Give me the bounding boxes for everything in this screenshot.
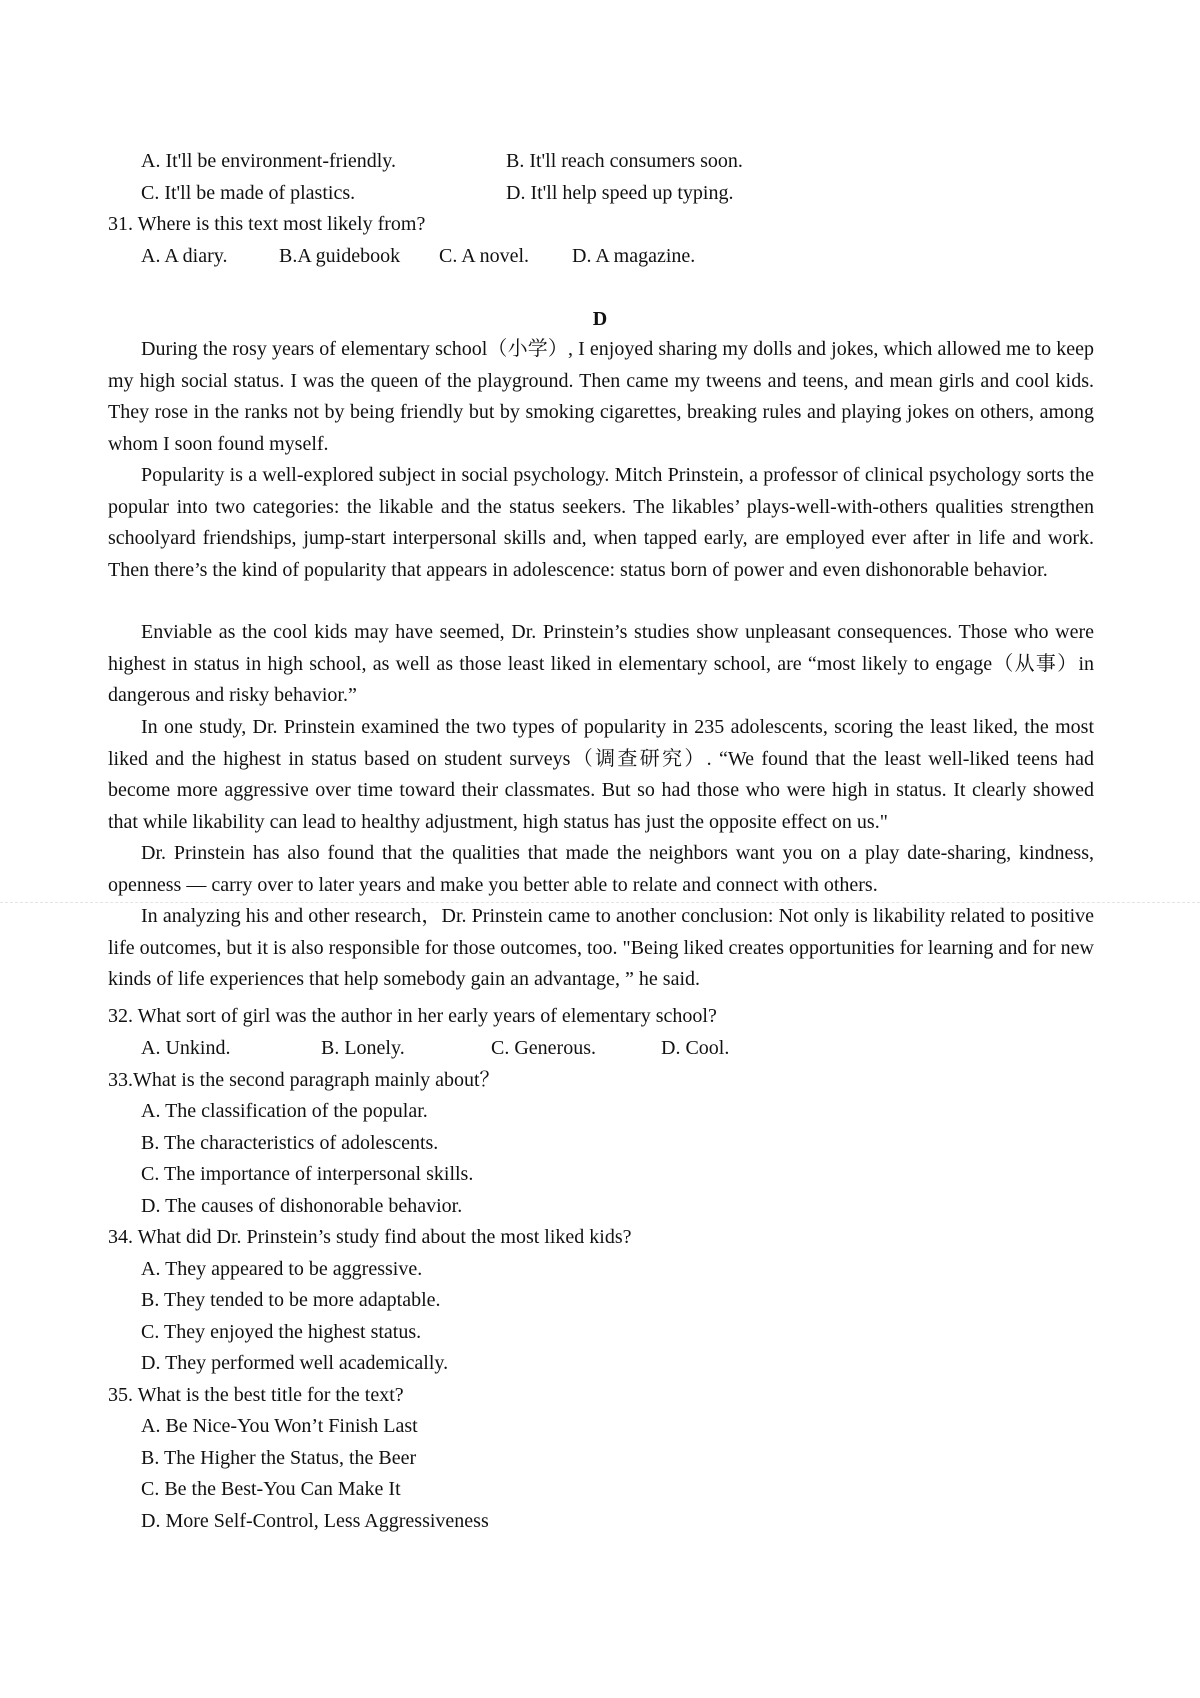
q30-option-b[interactable]: B. It'll reach consumers soon. — [506, 150, 743, 172]
q30-option-a[interactable]: A. It'll be environment-friendly. — [141, 150, 397, 172]
q33-option-c[interactable]: C. The importance of interpersonal skills. — [141, 1163, 474, 1185]
q31-option-a[interactable]: A. A diary. — [141, 245, 228, 267]
q32-stem: 32. What sort of girl was the author in her early years of elementary school? — [108, 1005, 717, 1027]
q32-option-a[interactable]: A. Unkind. — [141, 1037, 231, 1059]
page-divider — [0, 902, 1200, 903]
q34-option-a[interactable]: A. They appeared to be aggressive. — [141, 1258, 423, 1280]
passage-paragraph-6: In analyzing his and other research，Dr. Prinstein came to another conclusion: Not only is likability related to positive life outcomes, but it is also responsible for those outcomes, too. "Being liked creates opportunities for learning and for new kinds of life experiences that help somebody gain an advantage, ” he said. — [108, 905, 1094, 990]
q30-option-d[interactable]: D. It'll help speed up typing. — [506, 182, 734, 204]
q35-option-b[interactable]: B. The Higher the Status, the Beer — [141, 1447, 417, 1469]
q33-option-b[interactable]: B. The characteristics of adolescents. — [141, 1132, 439, 1154]
passage-paragraph-2: Popularity is a well-explored subject in social psychology. Mitch Prinstein, a professor of clinical psychology sorts the popular into two categories: the likable and the status seekers. The likables’ plays-well-with-others qualities strengthen schoolyard friendships, jump-start interpersonal skills and, when tapped early, are employed ever after in life and work. Then there’s the kind of popularity that appears in adolescence: status born of power and even dishonorable behavior. — [108, 464, 1094, 581]
q33-option-a[interactable]: A. The classification of the popular. — [141, 1100, 428, 1122]
q35-option-a[interactable]: A. Be Nice-You Won’t Finish Last — [141, 1415, 418, 1437]
passage-paragraph-3: Enviable as the cool kids may have seemed, Dr. Prinstein’s studies show unpleasant consequences. Those who were highest in status in high school, as well as those least liked in elementary school, are “most likely to engage（从事）in dangerous and risky behavior.” — [108, 621, 1094, 706]
q33-option-d[interactable]: D. The causes of dishonorable behavior. — [141, 1195, 463, 1217]
passage-paragraph-5: Dr. Prinstein has also found that the qualities that made the neighbors want you on a play date-sharing, kindness, openness — carry over to later years and make you better able to relate and connect with others. — [108, 842, 1094, 896]
q31-option-d[interactable]: D. A magazine. — [572, 245, 696, 267]
q35-stem: 35. What is the best title for the text? — [108, 1384, 404, 1406]
q34-stem: 34. What did Dr. Prinstein’s study find about the most liked kids? — [108, 1226, 632, 1248]
q30-option-c[interactable]: C. It'll be made of plastics. — [141, 182, 356, 204]
q34-option-b[interactable]: B. They tended to be more adaptable. — [141, 1289, 441, 1311]
q32-option-c[interactable]: C. Generous. — [491, 1037, 596, 1059]
q32-option-b[interactable]: B. Lonely. — [321, 1037, 405, 1059]
q32-option-d[interactable]: D. Cool. — [661, 1037, 730, 1059]
q31-option-b[interactable]: B.A guidebook — [279, 245, 401, 267]
passage-paragraph-1: During the rosy years of elementary school（小学）, I enjoyed sharing my dolls and jokes, which allowed me to keep my high social status. I was the queen of the playground. Then came my tweens and teens, and mean girls and cool kids. They rose in the ranks not by being friendly but by smoking cigarettes, breaking rules and playing jokes on others, among whom I soon found myself. — [108, 338, 1094, 455]
q33-stem: 33.What is the second paragraph mainly about？ — [108, 1069, 500, 1091]
q35-option-c[interactable]: C. Be the Best-You Can Make It — [141, 1478, 401, 1500]
q34-option-d[interactable]: D. They performed well academically. — [141, 1352, 449, 1374]
q34-option-c[interactable]: C. They enjoyed the highest status. — [141, 1321, 422, 1343]
passage-heading: D — [592, 308, 608, 330]
passage-paragraph-4: In one study, Dr. Prinstein examined the two types of popularity in 235 adolescents, scoring the least liked, the most liked and the highest in status based on student surveys（调查研究）. “We found that the least well-liked teens had become more aggressive over time toward their classmates. But so had those who were high in status. It clearly showed that while likability can lead to healthy adjustment, high status has just the opposite effect on us." — [108, 716, 1094, 833]
q31-stem: 31. Where is this text most likely from? — [108, 213, 426, 235]
q35-option-d[interactable]: D. More Self-Control, Less Aggressiveness — [141, 1510, 489, 1532]
q31-option-c[interactable]: C. A novel. — [439, 245, 530, 267]
